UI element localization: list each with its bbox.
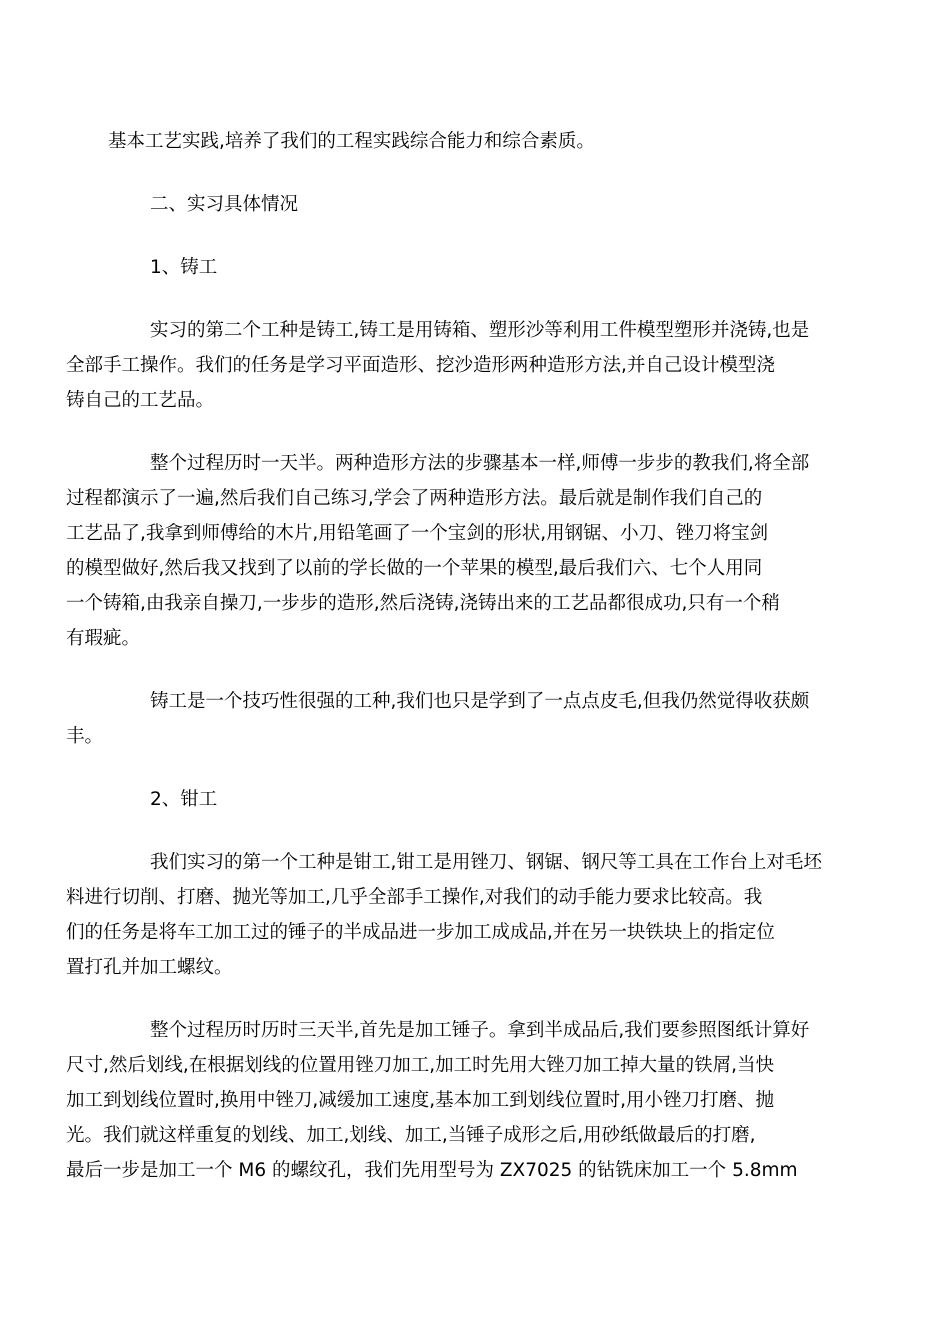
text-line: 丰。 bbox=[66, 726, 104, 747]
text-line: 加工到划线位置时,换用中锉刀,减缓加工速度,基本加工到划线位置时,用小锉刀打磨、抛 bbox=[66, 1090, 775, 1111]
text-line: 基本工艺实践,培养了我们的工程实践综合能力和综合素质。 bbox=[108, 131, 595, 152]
paragraph-casting-intro bbox=[66, 313, 842, 418]
text-line: 过程都演示了一遍,然后我们自己练习,学会了两种造形方法。最后就是制作我们自己的 bbox=[66, 488, 763, 509]
heading-text: 二、实习具体情况 bbox=[150, 194, 299, 215]
text-line: 工艺品了,我拿到师傅给的木片,用铅笔画了一个宝剑的形状,用钢锯、小刀、锉刀将宝剑 bbox=[66, 523, 769, 544]
paragraph-casting-process bbox=[66, 446, 842, 656]
text-line: 一个铸箱,由我亲自操刀,一步步的造形,然后浇铸,浇铸出来的工艺品都很成功,只有一个稍 bbox=[66, 593, 780, 614]
text-line: 我们实习的第一个工种是钳工,钳工是用锉刀、钢锯、钢尺等工具在工作台上对毛坯 bbox=[150, 852, 822, 873]
document-body bbox=[66, 124, 842, 1216]
paragraph-fitter-process bbox=[66, 1013, 842, 1188]
text-line: 铸自己的工艺品。 bbox=[66, 390, 215, 411]
text-line: 置打孔并加工螺纹。 bbox=[66, 957, 233, 978]
text-line: 光。我们就这样重复的划线、加工,划线、加工,当锤子成形之后,用砂纸做最后的打磨, bbox=[66, 1125, 756, 1146]
text-line: 整个过程历时一天半。两种造形方法的步骤基本一样,师傅一步步的教我们,将全部 bbox=[150, 453, 810, 474]
text-line: 铸工是一个技巧性很强的工种,我们也只是学到了一点点皮毛,但我仍然觉得收获颇 bbox=[150, 691, 810, 712]
heading-text: 1、铸工 bbox=[150, 257, 218, 278]
text-line: 的模型做好,然后我又找到了以前的学长做的一个苹果的模型,最后我们六、七个人用同 bbox=[66, 558, 763, 579]
text-line: 实习的第二个工种是铸工,铸工是用铸箱、塑形沙等利用工件模型塑形并浇铸,也是 bbox=[150, 320, 810, 341]
text-line: 尺寸,然后划线,在根据划线的位置用锉刀加工,加工时先用大锉刀加工掉大量的铁屑,当快 bbox=[66, 1055, 775, 1076]
paragraph-intro-continuation bbox=[108, 124, 842, 159]
text-line: 整个过程历时历时三天半,首先是加工锤子。拿到半成品后,我们要参照图纸计算好 bbox=[150, 1020, 810, 1041]
paragraph-fitter-intro bbox=[66, 845, 842, 985]
paragraph-casting-summary bbox=[66, 684, 842, 754]
text-line: 最后一步是加工一个 M6 的螺纹孔，我们先用型号为 ZX7025 的钻铣床加工一个 5.8mm bbox=[66, 1160, 798, 1181]
subsection-heading-fitter bbox=[108, 782, 842, 817]
text-line: 有瑕疵。 bbox=[66, 628, 141, 649]
subsection-heading-casting bbox=[108, 250, 842, 285]
heading-text: 2、钳工 bbox=[150, 789, 218, 810]
section-heading-internship-details bbox=[108, 187, 842, 222]
text-line: 料进行切削、打磨、抛光等加工,几乎全部手工操作,对我们的动手能力要求比较高。我 bbox=[66, 887, 763, 908]
text-line: 全部手工操作。我们的任务是学习平面造形、挖沙造形两种造形方法,并自己设计模型浇 bbox=[66, 355, 775, 376]
text-line: 们的任务是将车工加工过的锤子的半成品进一步加工成成品,并在另一块铁块上的指定位 bbox=[66, 922, 775, 943]
